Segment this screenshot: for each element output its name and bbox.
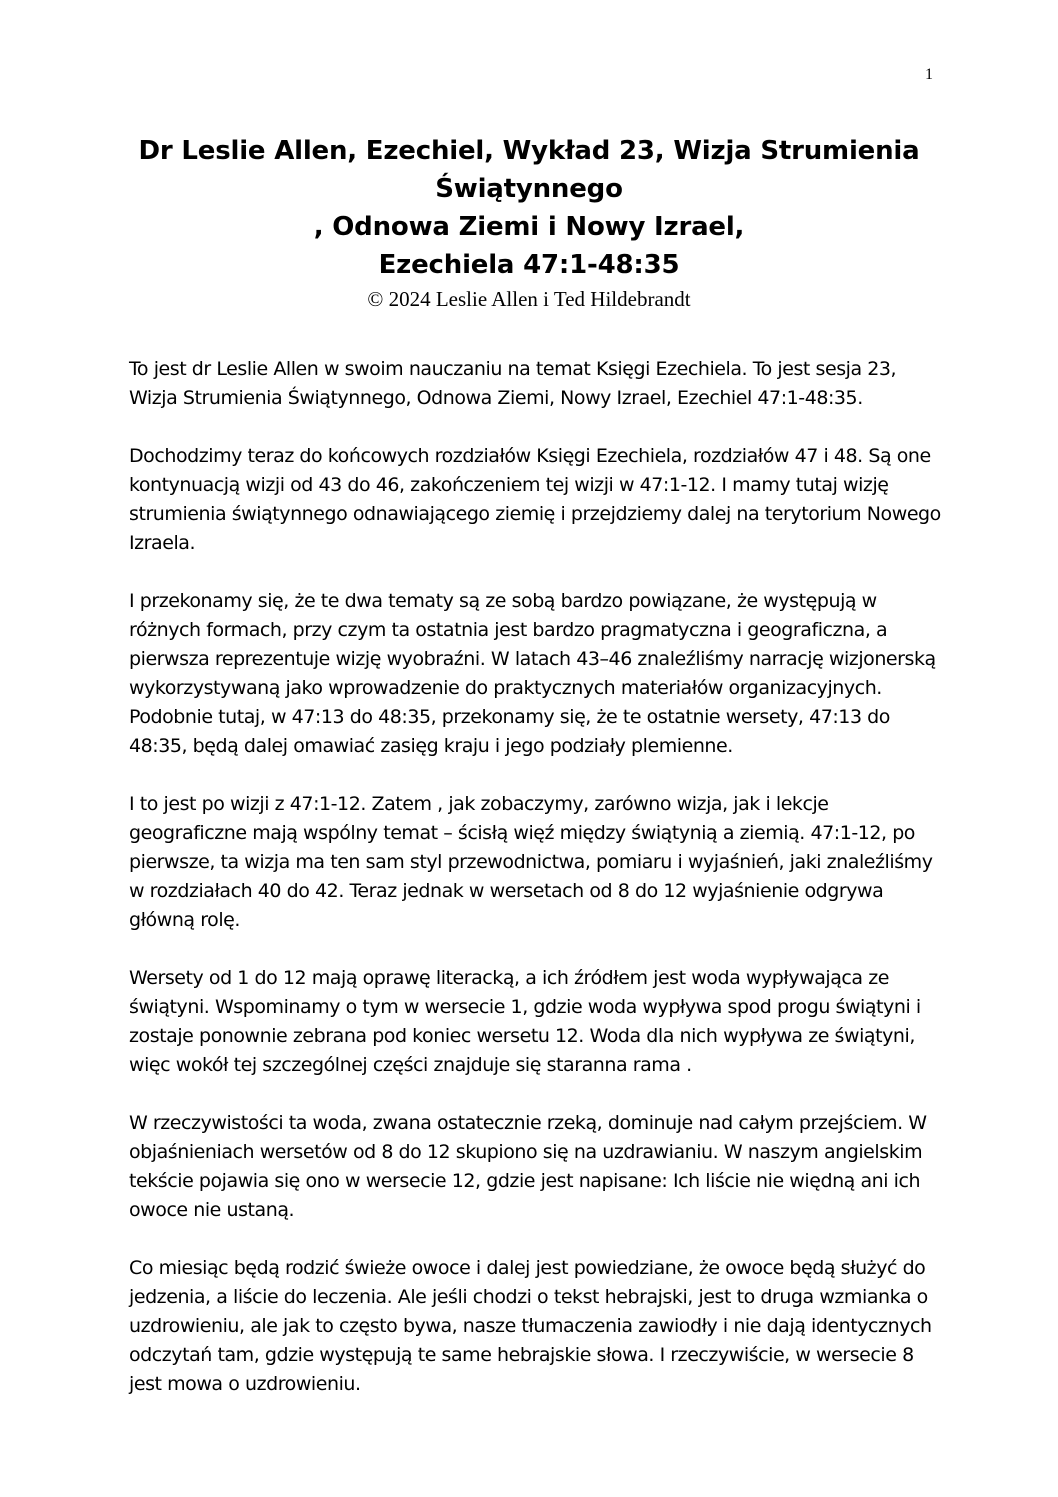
paragraph: To jest dr Leslie Allen w swoim nauczaniu na temat Księgi Ezechiela. To jest sesja 23, Wizja Strumienia Świątynnego, Odnowa Ziemi, Nowy Izrael, Ezechiel 47:1-48:35.: [129, 358, 897, 409]
paragraph: Wersety od 1 do 12 mają oprawę literacką, a ich źródłem jest woda wypływająca ze świątyni. Wspominamy o tym w wersecie 1, gdzie woda wypływa spod progu świątyni i zostaje ponownie zebrana pod koniec wersetu 12. Woda dla nich wypływa ze świątyni, więc wokół tej szczególnej części znajduje się staranna rama .: [129, 967, 921, 1076]
title-line-4: Ezechiela 47:1-48:35: [378, 250, 680, 280]
paragraph: Dochodzimy teraz do końcowych rozdziałów Księgi Ezechiela, rozdziałów 47 i 48. Są one kontynuacją wizji od 43 do 46, zakończeniem tej wizji w 47:1-12. I mamy tutaj wizję strumienia świątynnego odnawiającego ziemię i przejdziemy dalej na terytorium Nowego Izraela.: [129, 445, 941, 554]
title-line-2: Świątynnego: [435, 174, 623, 204]
title-line-1: Dr Leslie Allen, Ezechiel, Wykład 23, Wizja Strumienia: [138, 136, 920, 166]
paragraph: Co miesiąc będą rodzić świeże owoce i dalej jest powiedziane, że owoce będą służyć do jedzenia, a liście do leczenia. Ale jeśli chodzi o tekst hebrajski, jest to druga wzmianka o uzdrowieniu, ale jak to często bywa, nasze tłumaczenia zawiodły i nie dają identycznych odczytań tam, gdzie występują te same hebrajskie słowa. I rzeczywiście, w wersecie 8 jest mowa o uzdrowieniu.: [129, 1257, 932, 1395]
title-line-3: , Odnowa Ziemi i Nowy Izrael,: [313, 212, 745, 242]
document-body: [129, 355, 941, 1428]
paragraph: I to jest po wizji z 47:1-12. Zatem , jak zobaczymy, zarówno wizja, jak i lekcje geograficzne mają wspólny temat – ścisłą więź między świątynią a ziemią. 47:1-12, po pierwsze, ta wizja ma ten sam styl przewodnictwa, pomiaru i wyjaśnień, jaki znaleźliśmy w rozdziałach 40 do 42. Teraz jednak w wersetach od 8 do 12 wyjaśnienie odgrywa główną rolę.: [129, 793, 933, 931]
paragraph: I przekonamy się, że te dwa tematy są ze sobą bardzo powiązane, że występują w różnych formach, przy czym ta ostatnia jest bardzo pragmatyczna i geograficzna, a pierwsza reprezentuje wizję wyobraźni. W latach 43–46 znaleźliśmy narrację wizjonerską wykorzystywaną jako wprowadzenie do praktycznych materiałów organizacyjnych. Podobnie tutaj, w 47:13 do 48:35, przekonamy się, że te ostatnie wersety, 47:13 do 48:35, będą dalej omawiać zasięg kraju i jego podziały plemienne.: [129, 590, 936, 757]
paragraph: W rzeczywistości ta woda, zwana ostatecznie rzeką, dominuje nad całym przejściem. W objaśnieniach wersetów od 8 do 12 skupiono się na uzdrawianiu. W naszym angielskim tekście pojawia się ono w wersecie 12, gdzie jest napisane: Ich liście nie więdną ani ich owoce nie ustaną.: [129, 1112, 927, 1221]
document-header: [100, 132, 958, 312]
copyright-notice: © 2024 Leslie Allen i Ted Hildebrandt: [367, 287, 691, 311]
page-number: 1: [925, 66, 933, 83]
